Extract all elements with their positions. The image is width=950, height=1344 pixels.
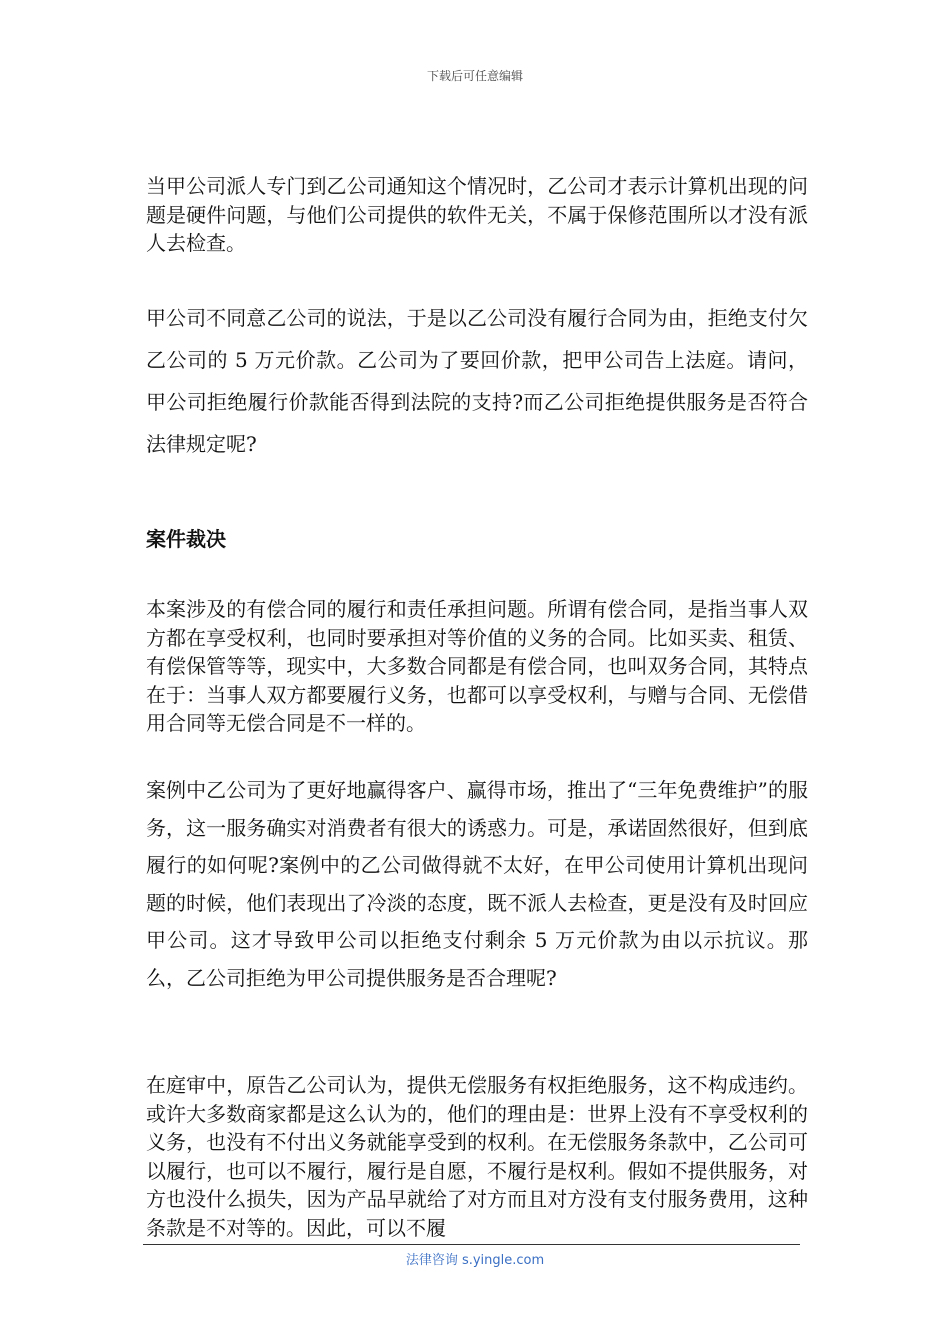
page-header: 下载后可任意编辑 [426,69,523,83]
paragraph-3: 本案涉及的有偿合同的履行和责任承担问题。所谓有偿合同，是指当事人双方都在享受权利，也同时要承担对等价值的义务的合同。比如买卖、租赁、有偿保管等等，现实中，大多数合同都是有偿合同，也叫双务合同，其特点在于：当事人双方都要履行义务，也都可以享受权利，与赠与合同、无偿借用合同等无偿合同是不一样的。 [146,597,808,735]
paragraph-1: 当甲公司派人专门到乙公司通知这个情况时，乙公司才表示计算机出现的问题是硬件问题，与他们公司提供的软件无关，不属于保修范围所以才没有派人去检查。 [146,174,808,255]
footer-link[interactable]: 法律咨询 s.yingle.com [405,1253,545,1268]
paragraph-2: 甲公司不同意乙公司的说法，于是以乙公司没有履行合同为由，拒绝支付欠乙公司的 5 万元价款。乙公司为了要回价款，把甲公司告上法庭。请问，甲公司拒绝履行价款能否得到法院的支持?而乙公司拒绝提供服务是否符合法律规定呢? [146,306,808,456]
footer-divider [143,1244,800,1245]
paragraph-4: 案例中乙公司为了更好地赢得客户、赢得市场，推出了“三年免费维护”的服务，这一服务确实对消费者有很大的诱惑力。可是，承诺固然很好，但到底履行的如何呢?案例中的乙公司做得就不太好，在甲公司使用计算机出现问题的时候，他们表现出了冷淡的态度，既不派人去检查，更是没有及时回应甲公司。这才导致甲公司以拒绝支付剩余 5 万元价款为由以示抗议。那么，乙公司拒绝为甲公司提供服务是否合理呢? [146,778,808,990]
section-heading: 案件裁决 [146,527,226,551]
paragraph-5: 在庭审中，原告乙公司认为，提供无偿服务有权拒绝服务，这不构成违约。或许大多数商家都是这么认为的，他们的理由是：世界上没有不享受权利的义务，也没有不付出义务就能享受到的权利。在无偿服务条款中，乙公司可以履行，也可以不履行，履行是自愿，不履行是权利。假如不提供服务，对方也没什么损失，因为产品早就给了对方而且对方没有支付服务费用，这种条款是不对等的。因此，可以不履 [146,1073,808,1240]
